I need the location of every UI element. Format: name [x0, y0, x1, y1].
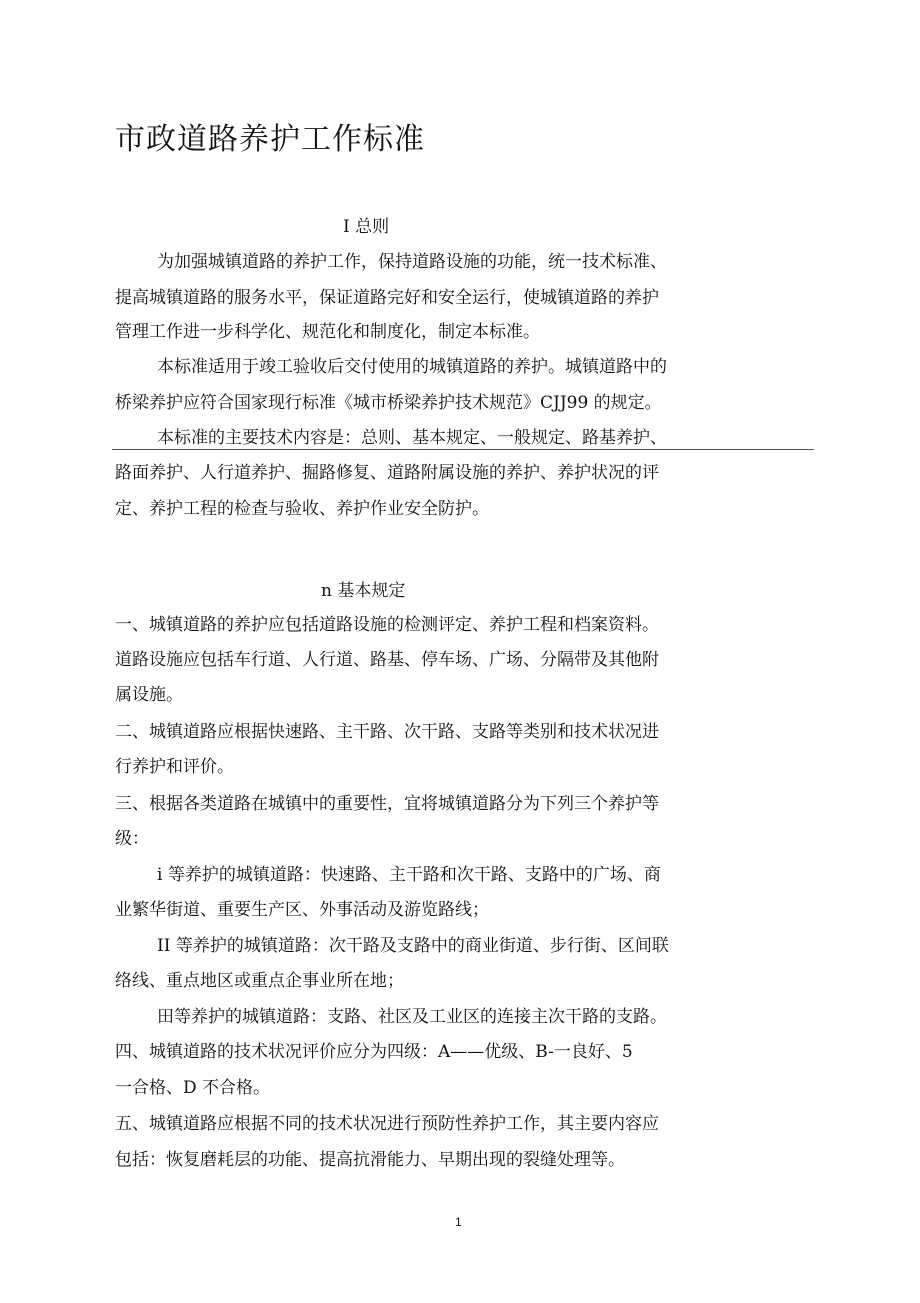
paragraph-line: 五、城镇道路应根据不同的技术状况进行预防性养护工作，其主要内容应 — [115, 1114, 659, 1134]
paragraph-line: 级： — [115, 829, 149, 849]
paragraph-line: 提高城镇道路的服务水平，保证道路完好和安全运行，使城镇道路的养护 — [115, 288, 659, 308]
paragraph-line: II 等养护的城镇道路：次干路及支路中的商业街道、步行街、区间联 — [157, 936, 669, 956]
paragraph-line: 业繁华街道、重要生产区、外事活动及游览路线； — [115, 900, 489, 920]
paragraph-line: 本标准的主要技术内容是：总则、基本规定、一般规定、路基养护、 — [157, 428, 667, 448]
paragraph-line: 管理工作进一步科学化、规范化和制度化，制定本标准。 — [115, 322, 540, 342]
paragraph-line: 行养护和评价。 — [115, 757, 234, 777]
paragraph-line: 包括：恢复磨耗层的功能、提高抗滑能力、早期出现的裂缝处理等。 — [115, 1150, 625, 1170]
paragraph-line: 本标准适用于竣工验收后交付使用的城镇道路的养护。城镇道路中的 — [157, 357, 667, 377]
paragraph-line: 定、养护工程的检查与验收、养护作业安全防护。 — [115, 499, 489, 519]
paragraph-line: 四、城镇道路的技术状况评价应分为四级：A——优级、B-一良好、5 — [115, 1042, 633, 1062]
section-heading-general: I 总则 — [343, 217, 390, 237]
paragraph-line: 桥梁养护应符合国家现行标准《城市桥梁养护技术规范》CJJ99 的规定。 — [115, 393, 662, 413]
paragraph-line: 络线、重点地区或重点企事业所在地； — [115, 971, 404, 991]
paragraph-line: 属设施。 — [115, 685, 183, 705]
paragraph-line: 为加强城镇道路的养护工作，保持道路设施的功能，统一技术标准、 — [157, 252, 667, 272]
paragraph-line: 道路设施应包括车行道、人行道、路基、停车场、广场、分隔带及其他附 — [115, 650, 659, 670]
section-heading-basic-rules: n 基本规定 — [321, 581, 406, 601]
paragraph-line: 二、城镇道路应根据快速路、主干路、次干路、支路等类别和技术状况进 — [115, 722, 659, 742]
horizontal-rule — [112, 449, 814, 450]
paragraph-line: 路面养护、人行道养护、掘路修复、道路附属设施的养护、养护状况的评 — [115, 463, 659, 483]
page-number: 1 — [455, 1215, 462, 1229]
paragraph-line: 田等养护的城镇道路：支路、社区及工业区的连接主次干路的支路。 — [157, 1007, 667, 1027]
paragraph-line: 一、城镇道路的养护应包括道路设施的检测评定、养护工程和档案资料。 — [115, 615, 659, 635]
paragraph-line: i 等养护的城镇道路：快速路、主干路和次干路、支路中的广场、商 — [157, 865, 661, 885]
paragraph-line: 三、根据各类道路在城镇中的重要性，宜将城镇道路分为下列三个养护等 — [115, 794, 659, 814]
paragraph-line: 一合格、D 不合格。 — [115, 1078, 271, 1098]
document-title: 市政道路养护工作标准 — [115, 122, 425, 157]
